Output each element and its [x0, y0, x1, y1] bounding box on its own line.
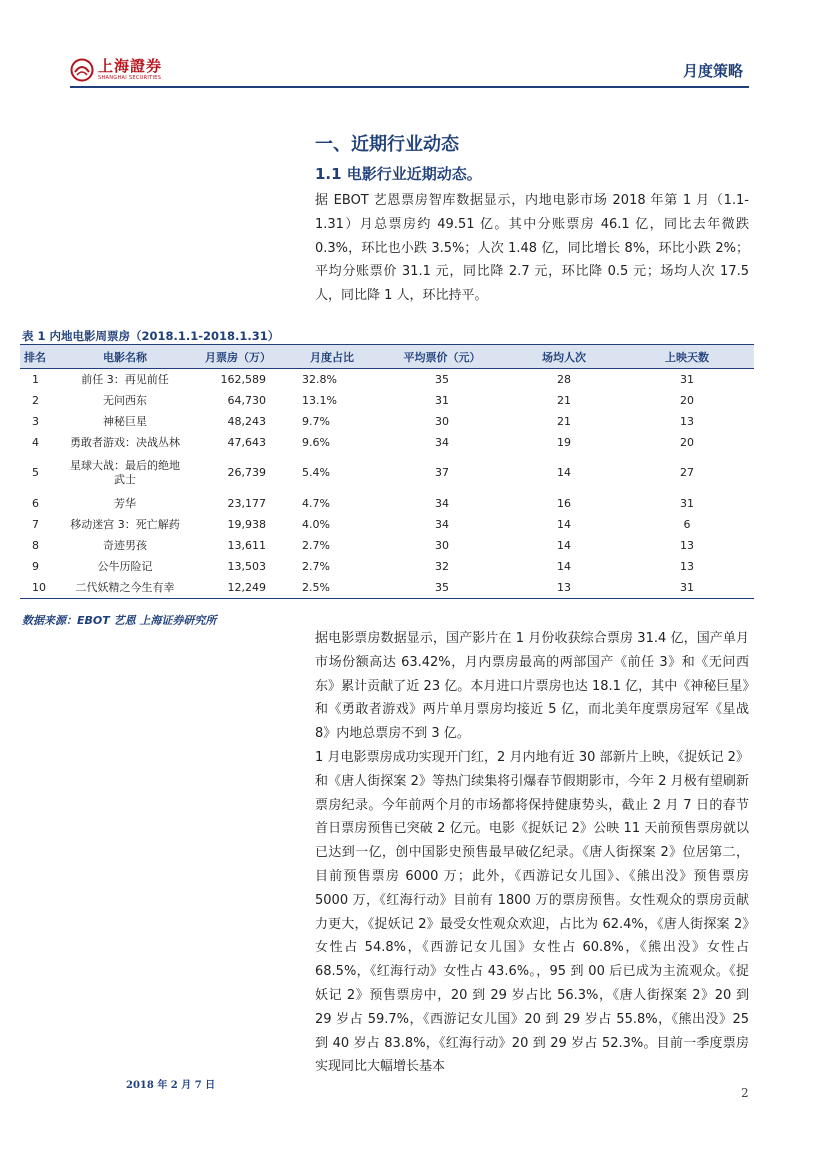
cell-per-show: 21	[557, 414, 571, 428]
cell-box-office: 19,938	[227, 517, 266, 531]
cell-days: 20	[680, 435, 694, 449]
cell-share: 4.0%	[302, 517, 330, 531]
cell-per-show: 19	[557, 435, 571, 449]
section-title: 一、近期行业动态	[315, 134, 459, 155]
table-row	[20, 453, 754, 493]
cell-rank: 1	[32, 372, 39, 386]
cell-box-office: 26,739	[227, 466, 266, 479]
cell-title: 无问西东	[103, 393, 147, 407]
header-box-office: 月票房（万）	[205, 350, 271, 364]
cell-title: 移动迷宫 3：死亡解药	[70, 517, 180, 531]
table-caption: 表 1 内地电影周票房（2018.1.1-2018.1.31）	[22, 329, 280, 343]
table-header-row	[20, 345, 754, 369]
cell-box-office: 12,249	[227, 580, 266, 594]
cell-avg-price: 35	[435, 372, 449, 386]
cell-days: 13	[680, 414, 694, 428]
cell-per-show: 28	[557, 372, 571, 386]
cell-rank: 10	[32, 580, 46, 594]
intro-paragraph: 据 EBOT 艺恩票房智库数据显示，内地电影市场 2018 年第 1 月（1.1-1.31）月总票房约 49.51 亿。其中分账票房 46.1 亿，同比去年微跌 0.3%，环比也小跌 3.5%；人次 1.48 亿，同比增长 8%，环比小跌 2%；平均分账票价 31.1 元，同比降 2.7 元，环比降 0.5 元；场均人次 17.5 人，同比降 1 人，环比持平。	[315, 193, 749, 304]
logo-emblem-icon	[70, 58, 94, 82]
cell-share: 13.1%	[302, 393, 337, 407]
cell-share: 9.7%	[302, 414, 330, 428]
cell-avg-price: 30	[435, 414, 449, 428]
table-row	[20, 432, 754, 453]
cell-title: 勇敢者游戏：决战丛林	[70, 435, 180, 449]
cell-share: 4.7%	[302, 496, 330, 510]
header-title: 电影名称	[103, 350, 147, 364]
cell-avg-price: 32	[435, 559, 449, 573]
cell-rank: 7	[32, 517, 39, 531]
table-row	[20, 411, 754, 432]
cell-rank: 3	[32, 414, 39, 428]
cell-per-show: 16	[557, 496, 571, 510]
cell-avg-price: 34	[435, 435, 449, 449]
cell-rank: 8	[32, 538, 39, 552]
table-row	[20, 493, 754, 514]
header-rank: 排名	[24, 350, 46, 364]
header-avg-price: 平均票价（元）	[403, 350, 481, 364]
table-row	[20, 535, 754, 556]
cell-title: 公牛历险记	[97, 559, 153, 573]
cell-title: 奇迹男孩	[103, 538, 147, 552]
table-row	[20, 577, 754, 599]
table-row	[20, 514, 754, 535]
cell-days: 31	[680, 496, 694, 510]
header-divider	[70, 86, 749, 88]
cell-per-show: 14	[557, 538, 571, 552]
cell-avg-price: 30	[435, 538, 449, 552]
cell-rank: 6	[32, 496, 39, 510]
cell-per-show: 21	[557, 393, 571, 407]
logo-chinese-name: 上海證券	[98, 57, 163, 75]
cell-share: 5.4%	[302, 466, 330, 479]
cell-rank: 4	[32, 435, 39, 449]
cell-box-office: 13,611	[227, 538, 266, 552]
cell-share: 2.5%	[302, 580, 330, 594]
table-row	[20, 556, 754, 577]
cell-per-show: 14	[557, 466, 571, 479]
cell-box-office: 23,177	[227, 496, 266, 510]
cell-box-office: 13,503	[227, 559, 266, 573]
cell-box-office: 64,730	[227, 393, 266, 407]
cell-rank: 9	[32, 559, 39, 573]
cell-title: 前任 3：再见前任	[81, 372, 169, 386]
outlook-paragraph: 1 月电影票房成功实现开门红，2 月内地有近 30 部新片上映，《捉妖记 2》和《唐人街探案 2》等热门续集将引爆春节假期影市，今年 2 月极有望刷新票房纪录。今年前两个月的市场都将保持健康势头，截止 2 月 7 日的春节首日票房预售已突破 2 亿元。电影《捉妖记 2》公映 11 天前预售票房就以已达到一亿，创中国影史预售最早破亿纪录。《唐人街探案 2》位居第二，目前预售票房 6000 万；此外，《西游记女儿国》、《熊出没》预售票房 5000 万，《红海行动》目前有 1800 万的票房预售。女性观众的票房贡献力更大，《捉妖记 2》最受女性观众欢迎，占比为 62.4%，《唐人街探案 2》女性占 54.8%，《西游记女儿国》女性占 60.8%，《熊出没》女性占 68.5%，《红海行动》女性占 43.6%。，95 到 00 后已成为主流观众。《捉妖记 2》预售票房中，20 到 29 岁占比 56.3%，《唐人街探案 2》20 到 29 岁占 59.7%，《西游记女儿国》20 到 29 岁占 55.8%，《熊出没》25 到 40 岁占 83.8%，《红海行动》20 到 29 岁占 52.3%。目前一季度票房实现同比大幅增长基本	[315, 750, 749, 1075]
cell-share: 2.7%	[302, 538, 330, 552]
cell-avg-price: 34	[435, 517, 449, 531]
cell-days: 13	[680, 538, 694, 552]
cell-title: 神秘巨星	[103, 414, 147, 428]
cell-avg-price: 35	[435, 580, 449, 594]
cell-box-office: 47,643	[227, 435, 266, 449]
cell-per-show: 14	[557, 517, 571, 531]
report-category: 月度策略	[682, 62, 743, 80]
cell-days: 31	[680, 372, 694, 386]
header-per-show: 场均人次	[542, 350, 586, 364]
box-office-table	[20, 344, 754, 599]
logo-english-name: SHANGHAI SECURITIES	[98, 75, 162, 81]
cell-avg-price: 37	[435, 466, 449, 479]
cell-days: 31	[680, 580, 694, 594]
table-source: 数据来源：EBOT 艺恩 上海证券研究所	[22, 614, 217, 627]
cell-per-show: 13	[557, 580, 571, 594]
cell-title: 二代妖精之今生有幸	[75, 580, 175, 594]
cell-box-office: 162,589	[220, 372, 266, 386]
cell-box-office: 48,243	[227, 414, 266, 428]
header-share: 月度占比	[310, 350, 354, 364]
cell-avg-price: 34	[435, 496, 449, 510]
cell-share: 32.8%	[302, 372, 337, 386]
cell-rank: 2	[32, 393, 39, 407]
cell-share: 9.6%	[302, 435, 330, 449]
cell-days: 27	[680, 466, 694, 479]
domestic-import-paragraph: 据电影票房数据显示，国产影片在 1 月份收获综合票房 31.4 亿，国产单月市场份额高达 63.42%，月内票房最高的两部国产《前任 3》和《无问西东》累计贡献了近 23 亿。本月进口片票房也达 18.1 亿，其中《神秘巨星》和《勇敢者游戏》两片单月票房均接近 5 亿，而北美年度票房冠军《星战 8》内地总票房不到 3 亿。	[315, 631, 749, 742]
cell-per-show: 14	[557, 559, 571, 573]
header-days: 上映天数	[665, 350, 709, 364]
cell-days: 20	[680, 393, 694, 407]
sub-section-title: 1.1 电影行业近期动态。	[315, 165, 482, 183]
company-logo	[70, 58, 162, 82]
page-number: 2	[741, 1086, 749, 1100]
table-row	[20, 369, 754, 391]
cell-share: 2.7%	[302, 559, 330, 573]
footer-date: 2018 年 2 月 7 日	[126, 1080, 216, 1091]
cell-avg-price: 31	[435, 393, 449, 407]
cell-title: 芳华	[114, 496, 136, 510]
cell-days: 13	[680, 559, 694, 573]
table-row	[20, 390, 754, 411]
cell-title: 星球大战：最后的绝地武士	[70, 459, 180, 486]
cell-days: 6	[683, 517, 691, 531]
cell-rank: 5	[32, 466, 39, 479]
